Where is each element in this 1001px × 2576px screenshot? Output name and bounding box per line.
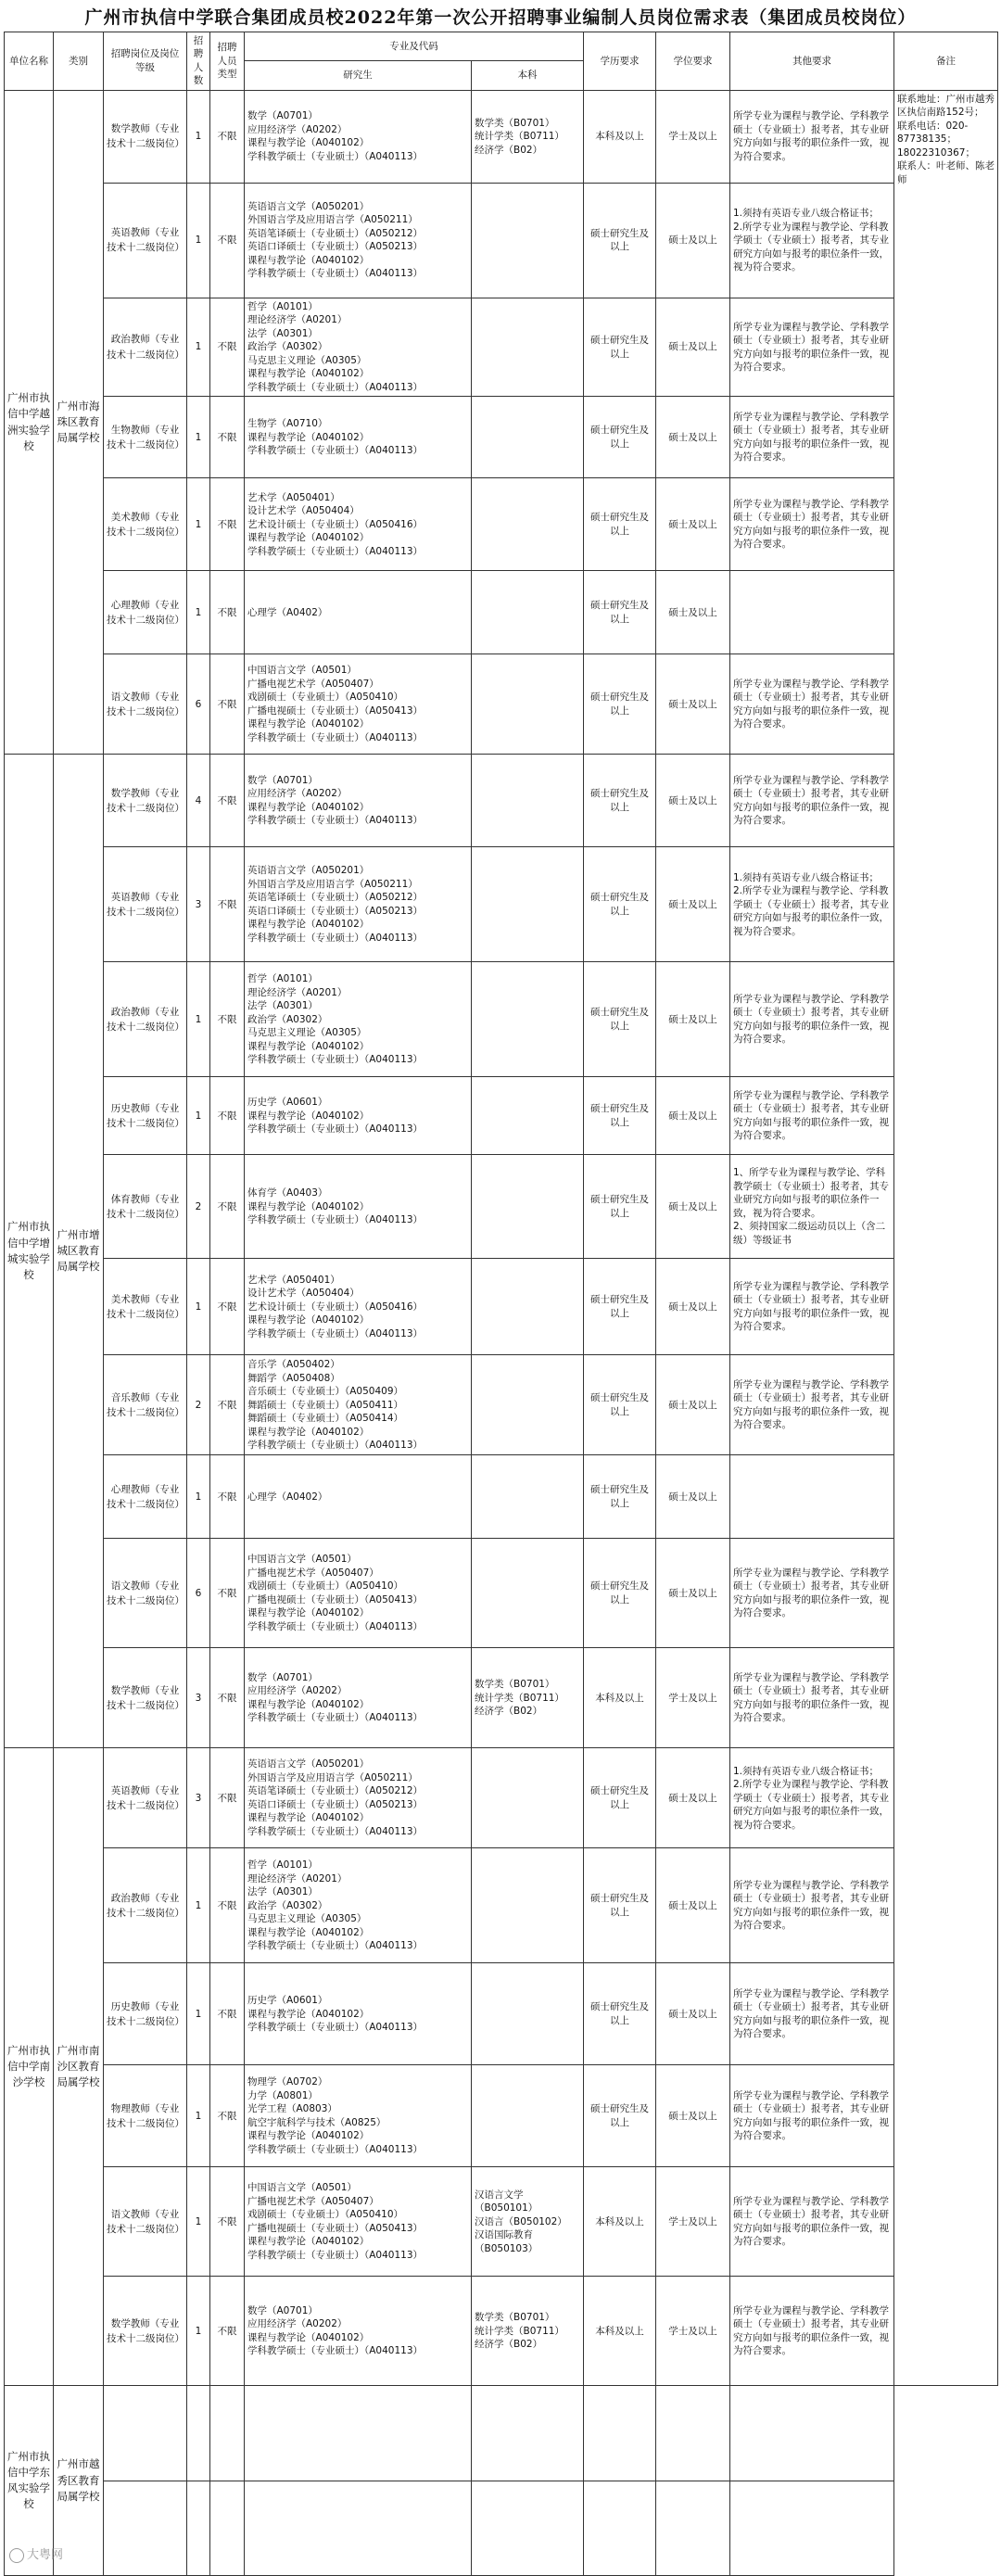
position-name: 数学教师（专业技术十二级岗位） — [104, 1648, 187, 1748]
graduate-majors: 生物学（A0710） 课程与教学论（A040102） 学科教学硕士（专业硕士）（A040113） — [245, 397, 472, 478]
unit-category: 广州市南沙区教育局属学校 — [54, 1748, 104, 2386]
degree-requirement: 学士及以上 — [656, 2167, 730, 2277]
graduate-majors: 哲学（A0101） 理论经济学（A0201） 法学（A0301） 政治学（A0302） 马克思主义理论（A0305） 课程与教学论（A040102） 学科教学硕士（专业硕士）（A040113） — [245, 1848, 472, 1963]
degree-requirement: 硕士及以上 — [656, 1539, 730, 1648]
unit-category: 广州市海珠区教育局属学校 — [54, 90, 104, 754]
degree-requirement — [656, 2481, 730, 2575]
position-type: 不限 — [210, 962, 245, 1077]
position-type: 不限 — [210, 1963, 245, 2065]
education-requirement: 硕士研究生及以上 — [584, 847, 656, 962]
undergraduate-majors — [472, 1748, 584, 1848]
position-count: 1 — [187, 1848, 210, 1963]
position-type: 不限 — [210, 183, 245, 298]
position-type: 不限 — [210, 755, 245, 847]
position-count: 1 — [187, 1077, 210, 1155]
position-name: 生物教师（专业技术十二级岗位） — [104, 397, 187, 478]
table-row — [5, 1848, 998, 1963]
table-row — [5, 2065, 998, 2167]
graduate-majors: 中国语言文学（A0501） 广播电视艺术学（A050407） 戏剧硕士（专业硕士）（A050410） 广播电视硕士（专业硕士）（A050413） 课程与教学论（A040102） 学科教学硕士（专业硕士）（A040113） — [245, 1539, 472, 1648]
education-requirement: 硕士研究生及以上 — [584, 1077, 656, 1155]
position-count: 1 — [187, 90, 210, 183]
table-row — [5, 2481, 998, 2575]
position-name: 语文教师（专业技术十二级岗位） — [104, 654, 187, 755]
graduate-majors: 数学（A0701） 应用经济学（A0202） 课程与教学论（A040102） 学科教学硕士（专业硕士）（A040113） — [245, 1648, 472, 1748]
other-requirements: 所学专业为课程与教学论、学科教学硕士（专业硕士）报考者，其专业研究方向如与报考的职位条件一致，视为符合要求。 — [730, 654, 894, 755]
other-requirements: 所学专业为课程与教学论、学科教学硕士（专业硕士）报考者，其专业研究方向如与报考的职位条件一致，视为符合要求。 — [730, 2277, 894, 2386]
other-requirements — [730, 2386, 894, 2481]
position-name: 英语教师（专业技术十二级岗位） — [104, 847, 187, 962]
position-type: 不限 — [210, 478, 245, 571]
position-count: 1 — [187, 571, 210, 654]
other-requirements: 所学专业为课程与教学论、学科教学硕士（专业硕士）报考者，其专业研究方向如与报考的职位条件一致，视为符合要求。 — [730, 1539, 894, 1648]
other-requirements: 所学专业为课程与教学论、学科教学硕士（专业硕士）报考者，其专业研究方向如与报考的职位条件一致，视为符合要求。 — [730, 1848, 894, 1963]
graduate-majors: 心理学（A0402） — [245, 571, 472, 654]
table-row — [5, 90, 998, 183]
undergraduate-majors — [472, 1963, 584, 2065]
table-row — [5, 847, 998, 962]
degree-requirement: 硕士及以上 — [656, 962, 730, 1077]
undergraduate-majors — [472, 847, 584, 962]
degree-requirement: 硕士及以上 — [656, 2065, 730, 2167]
header-type: 招聘人员类型 — [210, 32, 245, 91]
undergraduate-majors — [472, 1355, 584, 1455]
recruitment-table — [4, 32, 998, 2576]
other-requirements: 所学专业为课程与教学论、学科教学硕士（专业硕士）报考者，其专业研究方向如与报考的职位条件一致，视为符合要求。 — [730, 478, 894, 571]
undergraduate-majors: 数学类（B0701） 统计学类（B0711） 经济学（B02） — [472, 2277, 584, 2386]
unit-name: 广州市执信中学越洲实验学校 — [5, 90, 54, 754]
table-row — [5, 2386, 998, 2481]
other-requirements: 所学专业为课程与教学论、学科教学硕士（专业硕士）报考者，其专业研究方向如与报考的职位条件一致，视为符合要求。 — [730, 755, 894, 847]
header-other: 其他要求 — [730, 32, 894, 91]
undergraduate-majors — [472, 1539, 584, 1648]
undergraduate-majors — [472, 1077, 584, 1155]
table-row — [5, 1155, 998, 1259]
position-count: 1 — [187, 962, 210, 1077]
position-type: 不限 — [210, 1539, 245, 1648]
table-row — [5, 1455, 998, 1539]
degree-requirement: 硕士及以上 — [656, 1259, 730, 1355]
graduate-majors: 历史学（A0601） 课程与教学论（A040102） 学科教学硕士（专业硕士）（A040113） — [245, 1963, 472, 2065]
table-row — [5, 1355, 998, 1455]
position-name: 英语教师（专业技术十二级岗位） — [104, 1748, 187, 1848]
degree-requirement: 硕士及以上 — [656, 397, 730, 478]
position-name: 音乐教师（专业技术十二级岗位） — [104, 1355, 187, 1455]
position-name: 心理教师（专业技术十二级岗位） — [104, 1455, 187, 1539]
remark-cell: 联系地址：广州市越秀区执信南路152号； 联系电话：020-87738135； 18022310367； 联系人：叶老师、陈老师 — [894, 90, 998, 2385]
table-row — [5, 1648, 998, 1748]
degree-requirement: 学士及以上 — [656, 2277, 730, 2386]
education-requirement: 硕士研究生及以上 — [584, 571, 656, 654]
graduate-majors: 英语语言文学（A050201） 外国语言学及应用语言学（A050211） 英语笔译硕士（专业硕士）（A050212） 英语口译硕士（专业硕士）（A050213） 课程与教学论（A040102） 学科教学硕士（专业硕士）（A040113） — [245, 1748, 472, 1848]
other-requirements: 所学专业为课程与教学论、学科教学硕士（专业硕士）报考者，其专业研究方向如与报考的职位条件一致，视为符合要求。 — [730, 397, 894, 478]
position-count: 1 — [187, 183, 210, 298]
degree-requirement: 学士及以上 — [656, 1648, 730, 1748]
position-type: 不限 — [210, 1848, 245, 1963]
table-row — [5, 1077, 998, 1155]
position-name: 体育教师（专业技术十二级岗位） — [104, 1155, 187, 1259]
position-name: 历史教师（专业技术十二级岗位） — [104, 1077, 187, 1155]
position-type: 不限 — [210, 1259, 245, 1355]
table-row — [5, 1539, 998, 1648]
table-row — [5, 397, 998, 478]
undergraduate-majors — [472, 654, 584, 755]
header-unit: 单位名称 — [5, 32, 54, 91]
undergraduate-majors — [472, 397, 584, 478]
education-requirement: 本科及以上 — [584, 1648, 656, 1748]
other-requirements: 所学专业为课程与教学论、学科教学硕士（专业硕士）报考者，其专业研究方向如与报考的职位条件一致，视为符合要求。 — [730, 1259, 894, 1355]
table-row — [5, 478, 998, 571]
graduate-majors: 英语语言文学（A050201） 外国语言学及应用语言学（A050211） 英语笔译硕士（专业硕士）（A050212） 英语口译硕士（专业硕士）（A050213） 课程与教学论（A040102） 学科教学硕士（专业硕士）（A040113） — [245, 183, 472, 298]
education-requirement: 硕士研究生及以上 — [584, 478, 656, 571]
header-category: 类别 — [54, 32, 104, 91]
degree-requirement: 硕士及以上 — [656, 183, 730, 298]
undergraduate-majors — [472, 1155, 584, 1259]
undergraduate-majors — [472, 298, 584, 396]
watermark-logo-icon — [9, 2548, 24, 2563]
table-row — [5, 571, 998, 654]
degree-requirement: 硕士及以上 — [656, 1455, 730, 1539]
undergraduate-majors — [472, 962, 584, 1077]
position-type: 不限 — [210, 847, 245, 962]
other-requirements: 所学专业为课程与教学论、学科教学硕士（专业硕士）报考者，其专业研究方向如与报考的职位条件一致，视为符合要求。 — [730, 2065, 894, 2167]
undergraduate-majors: 汉语言文学（B050101） 汉语言（B050102） 汉语国际教育（B050103） — [472, 2167, 584, 2277]
table-row — [5, 183, 998, 298]
graduate-majors: 艺术学（A050401） 设计艺术学（A050404） 艺术设计硕士（专业硕士）（A050416） 课程与教学论（A040102） 学科教学硕士（专业硕士）（A040113） — [245, 1259, 472, 1355]
education-requirement: 硕士研究生及以上 — [584, 1848, 656, 1963]
education-requirement: 硕士研究生及以上 — [584, 654, 656, 755]
unit-name: 广州市执信中学南沙学校 — [5, 1748, 54, 2386]
graduate-majors: 中国语言文学（A0501） 广播电视艺术学（A050407） 戏剧硕士（专业硕士）（A050410） 广播电视硕士（专业硕士）（A050413） 课程与教学论（A040102） 学科教学硕士（专业硕士）（A040113） — [245, 2167, 472, 2277]
education-requirement: 硕士研究生及以上 — [584, 755, 656, 847]
other-requirements: 所学专业为课程与教学论、学科教学硕士（专业硕士）报考者，其专业研究方向如与报考的职位条件一致，视为符合要求。 — [730, 2167, 894, 2277]
position-type: 不限 — [210, 571, 245, 654]
position-name: 物理教师（专业技术十二级岗位） — [104, 2065, 187, 2167]
position-type: 不限 — [210, 1077, 245, 1155]
position-name: 政治教师（专业技术十二级岗位） — [104, 962, 187, 1077]
degree-requirement: 硕士及以上 — [656, 478, 730, 571]
table-row — [5, 298, 998, 396]
position-count: 1 — [187, 478, 210, 571]
education-requirement: 硕士研究生及以上 — [584, 1355, 656, 1455]
position-count: 1 — [187, 1259, 210, 1355]
table-row — [5, 1259, 998, 1355]
undergraduate-majors — [472, 1455, 584, 1539]
graduate-majors: 数学（A0701） 应用经济学（A0202） 课程与教学论（A040102） 学科教学硕士（专业硕士）（A040113） — [245, 755, 472, 847]
other-requirements — [730, 2481, 894, 2575]
position-name: 历史教师（专业技术十二级岗位） — [104, 1963, 187, 2065]
position-count: 2 — [187, 1355, 210, 1455]
position-count: 1 — [187, 1455, 210, 1539]
degree-requirement: 硕士及以上 — [656, 755, 730, 847]
position-name: 语文教师（专业技术十二级岗位） — [104, 1539, 187, 1648]
unit-category: 广州市增城区教育局属学校 — [54, 755, 104, 1748]
education-requirement: 硕士研究生及以上 — [584, 2065, 656, 2167]
degree-requirement: 硕士及以上 — [656, 1748, 730, 1848]
graduate-majors: 哲学（A0101） 理论经济学（A0201） 法学（A0301） 政治学（A0302） 马克思主义理论（A0305） 课程与教学论（A040102） 学科教学硕士（专业硕士）（A040113） — [245, 298, 472, 396]
watermark-text: 大粤网 — [27, 2548, 64, 2562]
graduate-majors: 物理学（A0702） 力学（A0801） 光学工程（A0803） 航空宇航科学与技术（A0825） 课程与教学论（A040102） 学科教学硕士（专业硕士）（A040113） — [245, 2065, 472, 2167]
position-type: 不限 — [210, 1455, 245, 1539]
education-requirement: 硕士研究生及以上 — [584, 298, 656, 396]
table-row — [5, 2167, 998, 2277]
other-requirements: 所学专业为课程与教学论、学科教学硕士（专业硕士）报考者，其专业研究方向如与报考的职位条件一致，视为符合要求。 — [730, 962, 894, 1077]
position-type — [210, 2481, 245, 2575]
undergraduate-majors — [472, 1259, 584, 1355]
header-position: 招聘岗位及岗位等级 — [104, 32, 187, 91]
position-count: 2 — [187, 1155, 210, 1259]
table-row — [5, 962, 998, 1077]
education-requirement: 硕士研究生及以上 — [584, 1155, 656, 1259]
position-count — [187, 2386, 210, 2481]
position-count: 6 — [187, 654, 210, 755]
other-requirements: 所学专业为课程与教学论、学科教学硕士（专业硕士）报考者，其专业研究方向如与报考的职位条件一致，视为符合要求。 — [730, 90, 894, 183]
table-row — [5, 1748, 998, 1848]
table-row — [5, 2277, 998, 2386]
header-graduate: 研究生 — [245, 61, 472, 90]
other-requirements: 所学专业为课程与教学论、学科教学硕士（专业硕士）报考者，其专业研究方向如与报考的职位条件一致，视为符合要求。 — [730, 1648, 894, 1748]
header-undergraduate: 本科 — [472, 61, 584, 90]
header-degree: 学位要求 — [656, 32, 730, 91]
position-type: 不限 — [210, 2277, 245, 2386]
other-requirements: 所学专业为课程与教学论、学科教学硕士（专业硕士）报考者，其专业研究方向如与报考的职位条件一致，视为符合要求。 — [730, 298, 894, 396]
degree-requirement: 硕士及以上 — [656, 298, 730, 396]
position-type: 不限 — [210, 90, 245, 183]
watermark — [9, 2544, 63, 2563]
position-name — [104, 2481, 187, 2575]
degree-requirement — [656, 2386, 730, 2481]
page-title: 广州市执信中学联合集团成员校2022年第一次公开招聘事业编制人员岗位需求表（集团成员校岗位） — [84, 7, 917, 28]
graduate-majors: 心理学（A0402） — [245, 1455, 472, 1539]
graduate-majors: 英语语言文学（A050201） 外国语言学及应用语言学（A050211） 英语笔译硕士（专业硕士）（A050212） 英语口译硕士（专业硕士）（A050213） 课程与教学论（A040102） 学科教学硕士（专业硕士）（A040113） — [245, 847, 472, 962]
degree-requirement: 学士及以上 — [656, 90, 730, 183]
undergraduate-majors — [472, 571, 584, 654]
education-requirement — [584, 2386, 656, 2481]
other-requirements: 1.须持有英语专业八级合格证书； 2.所学专业为课程与教学论、学科教学硕士（专业硕士）报考者，其专业研究方向如与报考的职位条件一致，视为符合要求。 — [730, 183, 894, 298]
graduate-majors: 数学（A0701） 应用经济学（A0202） 课程与教学论（A040102） 学科教学硕士（专业硕士）（A040113） — [245, 90, 472, 183]
table-row — [5, 755, 998, 847]
position-name: 数学教师（专业技术十二级岗位） — [104, 755, 187, 847]
header-count: 招聘人数 — [187, 32, 210, 91]
unit-category: 广州市越秀区教育局属学校 — [54, 2386, 104, 2576]
position-name: 数学教师（专业技术十二级岗位） — [104, 2277, 187, 2386]
other-requirements — [730, 571, 894, 654]
position-type: 不限 — [210, 298, 245, 396]
position-name: 美术教师（专业技术十二级岗位） — [104, 478, 187, 571]
other-requirements: 所学专业为课程与教学论、学科教学硕士（专业硕士）报考者，其专业研究方向如与报考的职位条件一致，视为符合要求。 — [730, 1077, 894, 1155]
other-requirements: 1.须持有英语专业八级合格证书； 2.所学专业为课程与教学论、学科教学硕士（专业硕士）报考者，其专业研究方向如与报考的职位条件一致，视为符合要求。 — [730, 1748, 894, 1848]
graduate-majors: 哲学（A0101） 理论经济学（A0201） 法学（A0301） 政治学（A0302） 马克思主义理论（A0305） 课程与教学论（A040102） 学科教学硕士（专业硕士）（A040113） — [245, 962, 472, 1077]
education-requirement: 硕士研究生及以上 — [584, 183, 656, 298]
other-requirements: 1.须持有英语专业八级合格证书； 2.所学专业为课程与教学论、学科教学硕士（专业硕士）报考者，其专业研究方向如与报考的职位条件一致，视为符合要求。 — [730, 847, 894, 962]
position-type: 不限 — [210, 654, 245, 755]
position-type: 不限 — [210, 2167, 245, 2277]
position-count: 1 — [187, 2167, 210, 2277]
table-body — [5, 90, 998, 2575]
other-requirements: 所学专业为课程与教学论、学科教学硕士（专业硕士）报考者，其专业研究方向如与报考的职位条件一致，视为符合要求。 — [730, 1355, 894, 1455]
position-count: 1 — [187, 2277, 210, 2386]
undergraduate-majors — [472, 2386, 584, 2481]
position-count: 3 — [187, 1648, 210, 1748]
undergraduate-majors — [472, 755, 584, 847]
position-count — [187, 2481, 210, 2575]
position-type — [210, 2386, 245, 2481]
graduate-majors: 数学（A0701） 应用经济学（A0202） 课程与教学论（A040102） 学科教学硕士（专业硕士）（A040113） — [245, 2277, 472, 2386]
position-count: 1 — [187, 2065, 210, 2167]
position-count: 6 — [187, 1539, 210, 1648]
position-name: 数学教师（专业技术十二级岗位） — [104, 90, 187, 183]
education-requirement: 硕士研究生及以上 — [584, 1539, 656, 1648]
graduate-majors: 音乐学（A050402） 舞蹈学（A050408） 音乐硕士（专业硕士）（A050409） 舞蹈硕士（专业硕士）（A050411） 舞蹈硕士（专业硕士）（A050414） 课程与教学论（A040102） 学科教学硕士（专业硕士）（A040113） — [245, 1355, 472, 1455]
header-remark: 备注 — [894, 32, 998, 91]
position-name — [104, 2386, 187, 2481]
degree-requirement: 硕士及以上 — [656, 847, 730, 962]
graduate-majors — [245, 2481, 472, 2575]
header-major: 专业及代码 — [245, 32, 584, 61]
position-count: 1 — [187, 1963, 210, 2065]
position-count: 1 — [187, 397, 210, 478]
position-count: 1 — [187, 298, 210, 396]
education-requirement: 本科及以上 — [584, 90, 656, 183]
graduate-majors: 历史学（A0601） 课程与教学论（A040102） 学科教学硕士（专业硕士）（A040113） — [245, 1077, 472, 1155]
other-requirements: 1、所学专业为课程与教学论、学科教学硕士（专业硕士）报考者，其专业研究方向如与报考的职位条件一致，视为符合要求。 2、须持国家二级运动员以上（含二级）等级证书 — [730, 1155, 894, 1259]
degree-requirement: 硕士及以上 — [656, 1963, 730, 2065]
position-count: 3 — [187, 1748, 210, 1848]
position-name: 政治教师（专业技术十二级岗位） — [104, 298, 187, 396]
graduate-majors: 体育学（A0403） 课程与教学论（A040102） 学科教学硕士（专业硕士）（A040113） — [245, 1155, 472, 1259]
header-education: 学历要求 — [584, 32, 656, 91]
undergraduate-majors: 数学类（B0701） 统计学类（B0711） 经济学（B02） — [472, 90, 584, 183]
position-count: 4 — [187, 755, 210, 847]
education-requirement: 硕士研究生及以上 — [584, 397, 656, 478]
table-row — [5, 1963, 998, 2065]
education-requirement: 硕士研究生及以上 — [584, 1748, 656, 1848]
undergraduate-majors — [472, 478, 584, 571]
education-requirement: 硕士研究生及以上 — [584, 962, 656, 1077]
position-name: 美术教师（专业技术十二级岗位） — [104, 1259, 187, 1355]
education-requirement: 硕士研究生及以上 — [584, 1259, 656, 1355]
position-count: 3 — [187, 847, 210, 962]
position-type: 不限 — [210, 1155, 245, 1259]
graduate-majors — [245, 2386, 472, 2481]
degree-requirement: 硕士及以上 — [656, 1155, 730, 1259]
position-type: 不限 — [210, 1648, 245, 1748]
degree-requirement: 硕士及以上 — [656, 1355, 730, 1455]
degree-requirement: 硕士及以上 — [656, 1077, 730, 1155]
other-requirements: 所学专业为课程与教学论、学科教学硕士（专业硕士）报考者，其专业研究方向如与报考的职位条件一致，视为符合要求。 — [730, 1963, 894, 2065]
position-type: 不限 — [210, 1355, 245, 1455]
degree-requirement: 硕士及以上 — [656, 571, 730, 654]
position-name: 语文教师（专业技术十二级岗位） — [104, 2167, 187, 2277]
table-row — [5, 654, 998, 755]
degree-requirement: 硕士及以上 — [656, 1848, 730, 1963]
undergraduate-majors — [472, 183, 584, 298]
education-requirement: 硕士研究生及以上 — [584, 1455, 656, 1539]
position-type: 不限 — [210, 2065, 245, 2167]
education-requirement: 本科及以上 — [584, 2277, 656, 2386]
education-requirement — [584, 2481, 656, 2575]
undergraduate-majors — [472, 2065, 584, 2167]
position-type: 不限 — [210, 1748, 245, 1848]
graduate-majors: 艺术学（A050401） 设计艺术学（A050404） 艺术设计硕士（专业硕士）（A050416） 课程与教学论（A040102） 学科教学硕士（专业硕士）（A040113） — [245, 478, 472, 571]
other-requirements — [730, 1455, 894, 1539]
position-name: 政治教师（专业技术十二级岗位） — [104, 1848, 187, 1963]
position-type: 不限 — [210, 397, 245, 478]
undergraduate-majors: 数学类（B0701） 统计学类（B0711） 经济学（B02） — [472, 1648, 584, 1748]
undergraduate-majors — [472, 1848, 584, 1963]
undergraduate-majors — [472, 2481, 584, 2575]
position-name: 心理教师（专业技术十二级岗位） — [104, 571, 187, 654]
unit-name: 广州市执信中学东风实验学校 — [5, 2386, 54, 2576]
position-name: 英语教师（专业技术十二级岗位） — [104, 183, 187, 298]
education-requirement: 硕士研究生及以上 — [584, 1963, 656, 2065]
degree-requirement: 硕士及以上 — [656, 654, 730, 755]
unit-name: 广州市执信中学增城实验学校 — [5, 755, 54, 1748]
education-requirement: 本科及以上 — [584, 2167, 656, 2277]
graduate-majors: 中国语言文学（A0501） 广播电视艺术学（A050407） 戏剧硕士（专业硕士）（A050410） 广播电视硕士（专业硕士）（A050413） 课程与教学论（A040102） 学科教学硕士（专业硕士）（A040113） — [245, 654, 472, 755]
